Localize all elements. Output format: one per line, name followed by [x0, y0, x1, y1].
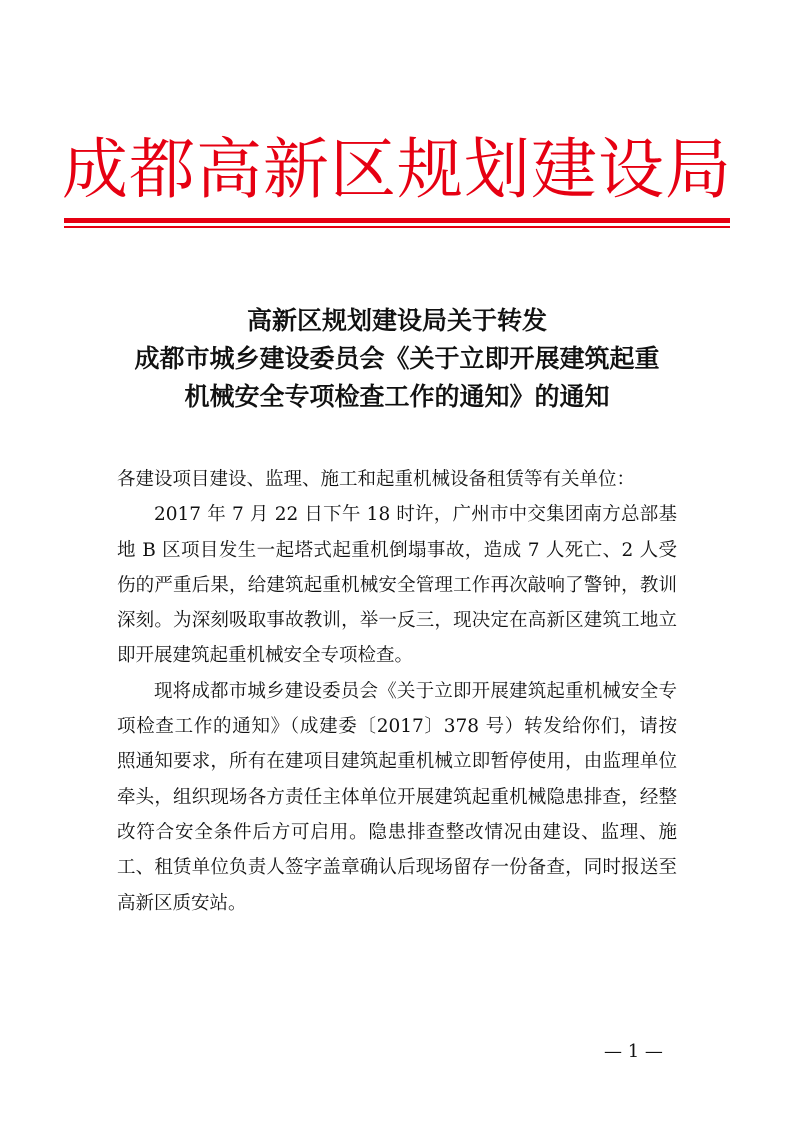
page-number: — 1 — [604, 1041, 663, 1062]
document-title-line: 高新区规划建设局关于转发 [246, 306, 547, 335]
document-title-line: 成都市城乡建设委员会《关于立即开展建筑起重 [134, 344, 660, 373]
document-body [117, 462, 677, 921]
header-red-rule-thick [64, 218, 730, 223]
salutation: 各建设项目建设、监理、施工和起重机械设备租赁等有关单位： [117, 469, 636, 490]
document-title [0, 302, 794, 416]
document-title-line: 机械安全专项检查工作的通知》的通知 [184, 382, 610, 411]
body-paragraph: 2017 年 7 月 22 日下午 18 时许，广州市中交集团南方总部基地 B 区项目发生一起塔式起重机倒塌事故，造成 7 人死亡、2 人受伤的严重后果，给建筑起重机械安全管理工作再次敲响了警钟，教训深刻。为深刻吸取事故教训，举一反三，现决定在高新区建筑工地立即开展建筑起重机械安全专项检查。 [117, 504, 677, 667]
header-red-rule-thin [64, 226, 730, 228]
body-paragraph: 现将成都市城乡建设委员会《关于立即开展建筑起重机械安全专项检查工作的通知》（成建委〔2017〕378 号）转发给你们，请按照通知要求，所有在建项目建筑起重机械立即暂停使用，由监理单位牵头，组织现场各方责任主体单位开展建筑起重机械隐患排查，经整改符合安全条件后方可启用。隐患排查整改情况由建设、监理、施工、租赁单位负责人签字盖章确认后现场留存一份备查，同时报送至高新区质安站。 [117, 680, 677, 914]
issuing-agency-header: 成都高新区规划建设局 [62, 131, 732, 208]
